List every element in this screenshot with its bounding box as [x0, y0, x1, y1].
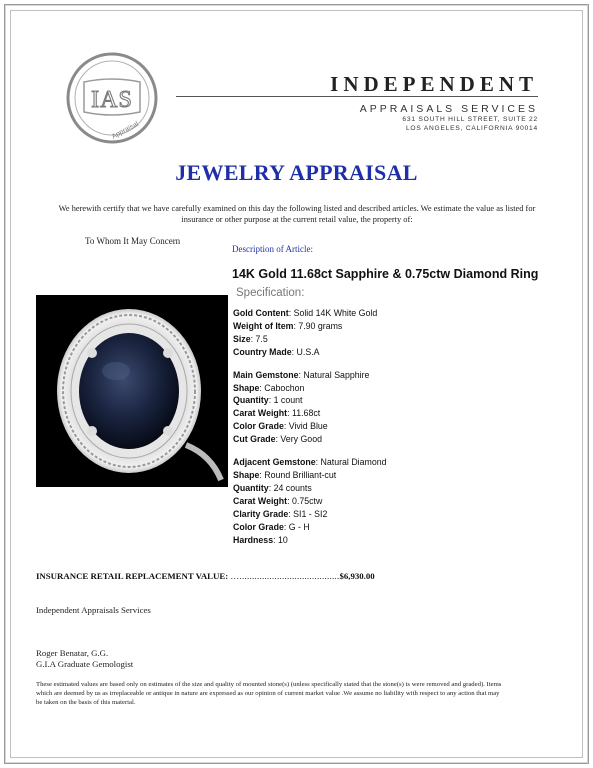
spec-row: Color Grade: G - H: [233, 521, 310, 532]
spec-row: Quantity: 1 count: [233, 395, 303, 406]
logo-letters: IAS: [91, 87, 133, 113]
spec-row: Shape: Round Brilliant-cut: [233, 469, 337, 480]
spec-row: Weight of Item: 7.90 grams: [233, 320, 343, 331]
logo-ring-text: Appraisal: [110, 120, 140, 141]
company-name: INDEPENDENT: [330, 72, 538, 96]
leader-dots: …........................................: [230, 571, 340, 581]
spec-row: Country Made: U.S.A: [233, 346, 320, 357]
company-signature-line: Independent Appraisals Services: [36, 605, 151, 615]
spec-row: Adjacent Gemstone: Natural Diamond: [233, 457, 387, 468]
insurance-value-label: INSURANCE RETAIL REPLACEMENT VALUE:: [36, 571, 229, 581]
spec-row: Quantity: 24 counts: [233, 482, 312, 493]
company-subtitle: APPRAISALS SERVICES: [359, 103, 538, 115]
signer-title: G.I.A Graduate Gemologist: [36, 659, 134, 669]
certification-text: We herewith certify that we have carefully examined on this day the following listed and described articles. We estimate the value as listed for insurance or other purpose at the current retail value, the property of:: [58, 204, 536, 224]
spec-group-main-gemstone: [233, 369, 387, 446]
signer-name: Roger Benatar, G.G.: [36, 648, 109, 658]
ring-photo: [36, 295, 228, 487]
description-label: Description of Article:: [232, 244, 313, 254]
spec-row: Main Gemstone: Natural Sapphire: [233, 369, 370, 380]
spec-group-adjacent-gemstone: [233, 456, 387, 546]
recipient: To Whom It May Concern: [85, 236, 181, 246]
spec-row: Carat Weight: 11.68ct: [233, 408, 321, 419]
company-header: [330, 72, 538, 133]
signer-block: [36, 648, 133, 670]
spec-row: Gold Content: Solid 14K White Gold: [233, 308, 378, 318]
company-address-line2: LOS ANGELES, CALIFORNIA 90014: [405, 125, 538, 132]
spec-row: Carat Weight: 0.75ctw: [233, 495, 323, 506]
spec-row: Size: 7.5: [233, 333, 268, 344]
spec-row: Cut Grade: Very Good: [233, 434, 322, 445]
spec-row: Shape: Cabochon: [233, 382, 305, 393]
item-title: 14K Gold 11.68ct Sapphire & 0.75ctw Diamond Ring: [232, 267, 539, 281]
insurance-value-row: [36, 571, 375, 581]
spec-row: Clarity Grade: SI1 - SI2: [233, 508, 328, 519]
header-rule: [176, 96, 538, 97]
document-title: JEWELRY APPRAISAL: [175, 160, 418, 185]
spec-group-metal: [233, 307, 387, 359]
spec-row: Hardness: 10: [233, 534, 288, 545]
ias-logo: [66, 52, 158, 144]
spec-row: Color Grade: Vivid Blue: [233, 421, 328, 432]
specification-label: Specification:: [236, 287, 305, 299]
insurance-value-amount: $6,930.00: [339, 571, 375, 581]
company-address-line1: 631 SOUTH HILL STREET, SUITE 22: [402, 116, 538, 123]
specifications-list: [233, 307, 387, 556]
disclaimer-text: These estimated values are based only on estimates of the size and quality of mounted stone(s) (unless specifically stated that the stone(s) is were removed and graded). Items which are deemed by us as irreplaceable or antique in nature are expressed as our opinion of current market value .We assume no liability with respect to any action that may be taken on the basis of this material.: [36, 681, 502, 707]
